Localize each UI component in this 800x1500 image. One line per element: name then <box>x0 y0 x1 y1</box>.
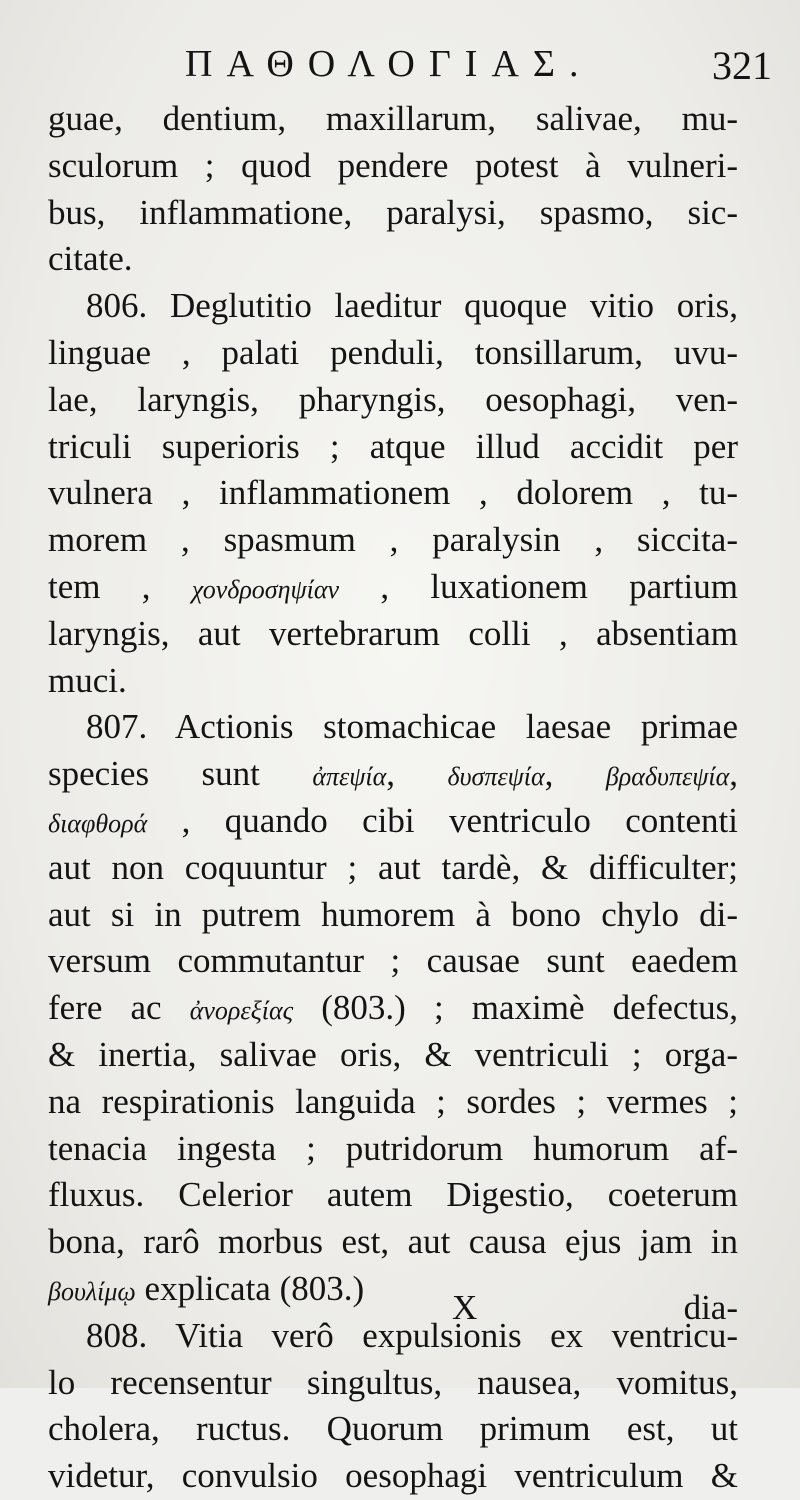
text-line <box>48 96 738 143</box>
text-line <box>48 236 738 283</box>
text-line <box>48 751 738 798</box>
text-run: aut non coquuntur ; aut tardè, & difficulter; <box>48 847 738 887</box>
text-line <box>48 798 738 845</box>
text-line <box>48 377 738 424</box>
text-line <box>48 517 738 564</box>
text-line <box>48 283 738 330</box>
page-footer <box>48 1284 738 1332</box>
text-run: videtur, convulsio oesophagi ventriculum & <box>48 1456 738 1496</box>
text-line <box>48 1360 738 1407</box>
text-run: (803.) ; maximè defectus, <box>293 988 738 1028</box>
page-number: 321 <box>712 43 772 88</box>
text-run: , quando cibi ventriculo contenti <box>147 800 738 840</box>
greek-term: διαφθορά <box>48 808 148 838</box>
text-run: 806. Deglutitio laeditur quoque vitio oris, <box>86 286 738 326</box>
text-run: tenacia ingesta ; putridorum humorum af- <box>48 1128 738 1168</box>
text-run: bus, inflammatione, paralysi, spasmo, sic- <box>48 192 738 232</box>
text-run: triculi superioris ; atque illud accidit per <box>48 426 738 466</box>
text-run: cholera, ructus. Quorum primum est, ut <box>48 1409 738 1449</box>
text-run: fere ac <box>48 988 190 1028</box>
running-title: ΠΑΘΟΛΟΓΙΑΣ. <box>185 43 593 85</box>
text-run: 807. Actionis stomachicae laesae primae <box>86 707 738 747</box>
text-line <box>48 424 738 471</box>
text-run: morem , spasmum , paralysin , siccita- <box>48 520 738 560</box>
text-run: guae, dentium, maxillarum, salivae, mu- <box>48 99 738 138</box>
text-run: & inertia, salivae oris, & ventriculi ; orga- <box>48 1034 738 1074</box>
text-run: vulnera , inflammationem , dolorem , tu- <box>48 473 738 513</box>
text-line <box>48 1032 738 1079</box>
text-line <box>48 704 738 751</box>
text-run: , <box>544 754 606 794</box>
text-line <box>48 658 738 705</box>
greek-term: ἀπεψία <box>312 762 387 792</box>
text-line <box>48 470 738 517</box>
text-line <box>48 1406 738 1453</box>
text-line <box>48 190 738 237</box>
text-run: explicata (803.) <box>135 1268 365 1308</box>
text-line <box>48 143 738 190</box>
text-line <box>48 985 738 1032</box>
text-run: na respirationis languida ; sordes ; vermes ; <box>48 1081 738 1121</box>
text-line <box>48 892 738 939</box>
greek-term: χονδροσηψίαν <box>191 574 340 604</box>
text-run: aut si in putrem humorem à bono chylo di- <box>48 894 738 934</box>
text-run: , luxationem partium <box>339 566 738 606</box>
text-run: laryngis, aut vertebrarum colli , absentiam <box>48 613 738 653</box>
greek-term: δυσπεψία <box>447 762 545 792</box>
text-line <box>48 1219 738 1266</box>
text-run: , <box>386 754 448 794</box>
text-run: lo recensentur singultus, nausea, vomitus, <box>48 1362 738 1402</box>
text-run: linguae , palati penduli, tonsillarum, uvu- <box>48 332 738 372</box>
text-line <box>48 1079 738 1126</box>
page-header <box>40 42 772 98</box>
text-run: versum commutantur ; causae sunt eaedem <box>48 941 738 981</box>
text-run: tem , <box>48 566 192 606</box>
text-run: lae, laryngis, pharyngis, oesophagi, ven- <box>48 379 738 419</box>
text-line <box>48 845 738 892</box>
greek-term: βουλίμῳ <box>48 1276 136 1306</box>
text-line <box>48 564 738 611</box>
text-run: muci. <box>48 660 127 700</box>
signature-mark: X <box>452 1288 478 1327</box>
text-run: fluxus. Celerior autem Digestio, coeterum <box>48 1175 738 1215</box>
text-line <box>48 1172 738 1219</box>
text-run: bona, rarô morbus est, aut causa ejus jam in <box>48 1222 738 1262</box>
text-line <box>48 1126 738 1173</box>
text-line <box>48 1453 738 1500</box>
text-line <box>48 611 738 658</box>
text-run: species sunt <box>48 754 313 794</box>
catchword: dia- <box>683 1288 738 1327</box>
text-line <box>48 330 738 377</box>
text-run: , <box>729 754 738 794</box>
text-run: sculorum ; quod pendere potest à vulneri- <box>48 145 738 185</box>
greek-term: ἀνορεξίας <box>189 996 294 1026</box>
text-run: 808. Vitia verô expulsionis ex ventricu- <box>86 1315 738 1355</box>
text-run: citate. <box>48 239 133 279</box>
text-line <box>48 938 738 985</box>
greek-term: βραδυπεψία <box>605 762 730 792</box>
